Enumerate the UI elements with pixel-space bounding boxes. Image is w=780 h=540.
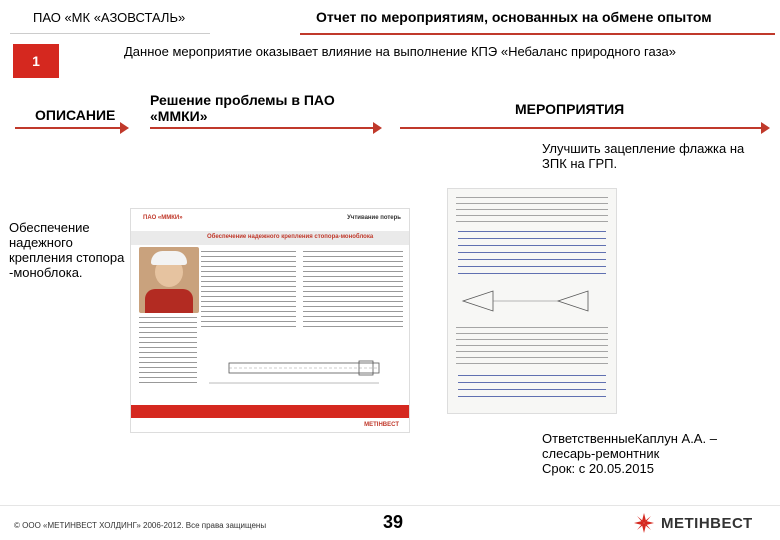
slide-number-badge: 1 <box>13 44 59 78</box>
description-heading: ОПИСАНИЕ <box>35 107 116 123</box>
preview-text-block <box>201 251 296 331</box>
metinvest-logo <box>633 512 753 534</box>
preview-text-block <box>303 251 403 331</box>
deadline: Срок: с 20.05.2015 <box>542 461 654 476</box>
scan-table <box>456 327 608 367</box>
scan-handwriting <box>458 231 606 275</box>
copyright: © ООО «МЕТИНВЕСТ ХОЛДИНГ» 2006-2012. Все права защищены <box>14 521 267 530</box>
scan-handwriting <box>458 375 606 401</box>
header-rule-left <box>10 33 210 34</box>
company-name: ПАО «МК «АЗОВСТАЛЬ» <box>33 10 186 25</box>
responsible-person: ОтветственныеКаплун А.А. – слесарь-ремонтник <box>542 431 717 461</box>
measures-heading: МЕРОПРИЯТИЯ <box>515 101 625 117</box>
scan-drawing <box>458 283 608 319</box>
preview-effect-bar <box>131 405 410 418</box>
measure-text: Улучшить зацепление флажка на ЗПК на ГРП. <box>542 141 745 171</box>
preview-text-block <box>139 317 197 387</box>
description-arrow <box>15 127 127 129</box>
preview-logo: МЕТІНВЕСТ <box>364 422 399 428</box>
worker-photo <box>139 247 199 313</box>
responsible-block <box>542 431 772 476</box>
measures-arrow <box>400 127 768 129</box>
preview-company: ПАО «ММКИ» <box>143 215 183 221</box>
solution-heading: Решение проблемы в ПАО «ММКИ» <box>150 92 335 124</box>
logo-star-icon <box>633 512 655 534</box>
scanned-document-image <box>447 188 617 414</box>
impact-statement: Данное мероприятие оказывает влияние на выполнение КПЭ «Небаланс природного газа» <box>124 44 676 59</box>
solution-arrow <box>150 127 380 129</box>
footer-rule <box>0 505 780 506</box>
preview-title: Учтивание потерь <box>347 215 401 221</box>
logo-text: МЕТІНВЕСТ <box>661 514 753 532</box>
preview-heading: Обеспечение надежного крепления стопора-моноблока <box>207 234 374 240</box>
solution-slide-image <box>130 208 410 433</box>
scan-table <box>456 197 608 227</box>
part-drawing <box>209 351 389 391</box>
description-text: Обеспечение надежного крепления стопора -моноблока. <box>9 220 125 280</box>
report-title: Отчет по мероприятиям, основанных на обмене опытом <box>316 9 712 25</box>
page-number: 39 <box>383 512 404 532</box>
header-rule <box>300 33 775 35</box>
